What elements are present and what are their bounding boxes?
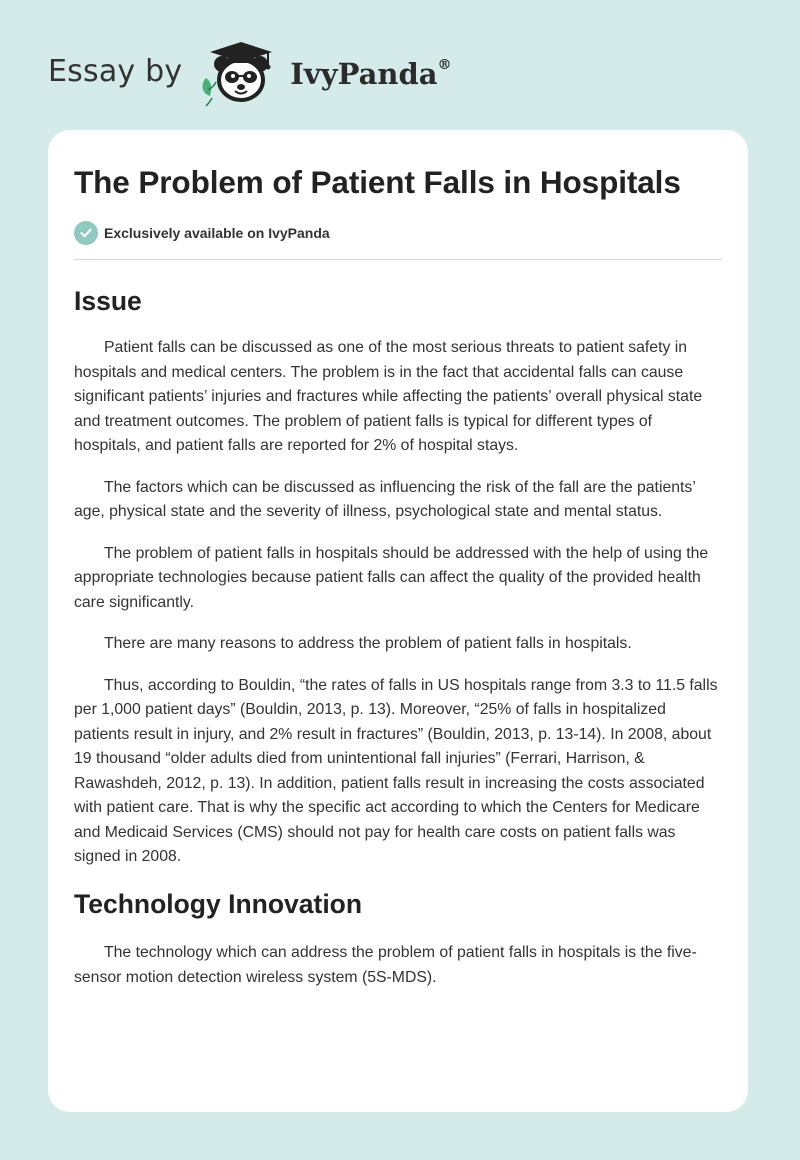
brand-text: IvyPanda	[290, 57, 438, 91]
brand-name[interactable]	[290, 57, 451, 91]
paragraph: The technology which can address the problem of patient falls in hospitals is the five-sensor motion detection wireless system (5S-MDS).	[74, 944, 697, 986]
exclusive-label: Exclusively available on IvyPanda	[104, 224, 330, 241]
section-heading-issue: Issue	[74, 285, 142, 316]
article-title: The Problem of Patient Falls in Hospitals	[74, 164, 681, 200]
essay-by-label: Essay by	[48, 53, 183, 89]
site-header	[48, 38, 452, 108]
paragraph: Patient falls can be discussed as one of the most serious threats to patient safety in hospitals and medical centers. The problem is in the fact that accidental falls can cause significant patients’ injuries and fractures while affecting the patients’ overall physical state and treatment outcomes. The problem of patient falls is typical for different types of hospitals, and patient falls are reported for 2% of hospital stays.	[74, 339, 703, 455]
exclusive-badge	[74, 221, 722, 245]
article-card	[48, 130, 748, 1112]
divider	[74, 259, 722, 260]
panda-logo-icon	[198, 38, 284, 108]
paragraph: The problem of patient falls in hospitals should be addressed with the help of using the appropriate technologies because patient falls can affect the quality of the provided health care significantly.	[74, 544, 709, 611]
paragraph: Thus, according to Bouldin, “the rates of falls in US hospitals range from 3.3 to 11.5 falls per 1,000 patient days” (Bouldin, 2013, p. 13). Moreover, “25% of falls in hospitalized patients result in injury, and 2% result in fractures” (Bouldin, 2013, p. 13-14). In 2008, about 19 thousand “older adults died from unintentional fall injuries” (Ferrari, Harrison, & Rawashdeh, 2012, p. 13). In addition, patient falls result in increasing the costs associated with patient care. That is why the specific act according to which the Centers for Medicare and Medicaid Services (CMS) should not pay for health care costs on patient falls was signed in 2008.	[74, 676, 718, 866]
section-heading-technology-innovation: Technology Innovation	[74, 888, 363, 919]
paragraph: The factors which can be discussed as influencing the risk of the fall are the patients’ age, physical state and the severity of illness, psychological state and mental status.	[74, 478, 696, 521]
paragraph: There are many reasons to address the problem of patient falls in hospitals.	[104, 635, 632, 653]
check-icon	[74, 221, 98, 245]
registered-mark: ®	[437, 57, 452, 74]
